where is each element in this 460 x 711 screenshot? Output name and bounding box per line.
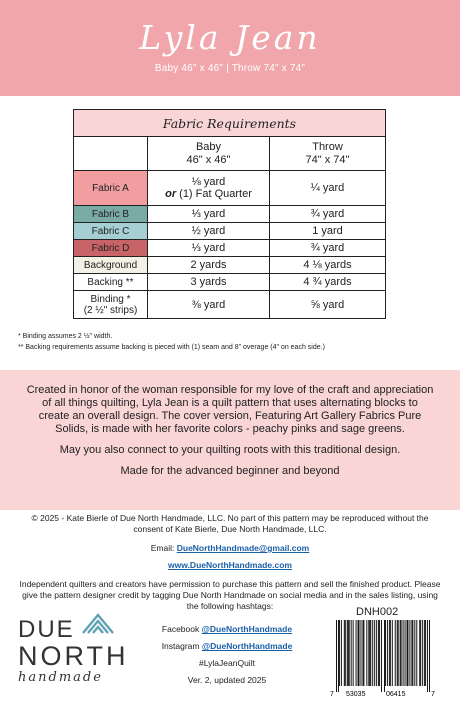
baby-amount: ½ yard [148,223,270,240]
logo-word-due: DUE [18,616,75,643]
barcode-bar [403,620,404,686]
due-north-logo [18,611,130,695]
description-band [0,370,460,510]
hashtag: #LylaJeanQuilt [199,658,255,668]
fabric-label: Fabric D [74,240,148,257]
barcode-bar [348,620,349,686]
barcode-bar [407,620,408,686]
facebook-line: Facebook @DueNorthHandmade [161,624,293,634]
barcode-bar [351,620,352,686]
table-corner [74,137,148,171]
fabric-label: Backing ** [74,274,148,291]
throw-amount: ¼ yard [270,171,386,206]
baby-amount: ⅓ yard [148,240,270,257]
barcode-bar [353,620,354,686]
barcode-bar [336,620,337,692]
pattern-title: Lyla Jean [139,18,321,57]
table-footnotes [18,331,448,353]
barcode-bar [401,620,402,686]
barcode-bar [420,620,421,686]
baby-amount: ⅛ yard or (1) Fat Quarter [148,171,270,206]
fabric-label: Background [74,257,148,274]
barcode-bar [347,620,348,686]
barcode-bar [422,620,423,686]
barcode-bar [389,620,390,686]
barcode-bar [379,620,380,686]
fabric-label: Fabric B [74,206,148,223]
table-row [74,171,386,206]
barcode-bar [407,620,408,686]
barcode-bar [398,620,399,686]
barcode-bar [339,620,340,686]
barcode-digit: 53035 [346,691,366,698]
mountain-icon [81,611,115,640]
barcode-bar [409,620,410,686]
barcode-bar [425,620,426,686]
barcode-bar [345,620,346,686]
barcode-bar [341,620,342,686]
barcode-bar [384,620,385,692]
barcode-bar [395,620,396,686]
backing-note: ** Backing requirements assume backing is pieced with (1) seam and 8" overage (4" on each side.) [18,344,325,351]
barcode-bar [349,620,350,686]
barcode-bar [405,620,406,686]
barcode-bar [400,620,401,686]
permission-text: Independent quilters and creators have permission to purchase this pattern and sell the finished product. Please give the pattern designer credit by tagging Due North Handmade on social media and in the sales listing, using the following hashtags: [19,579,441,611]
facebook-link[interactable]: @DueNorthHandmade [201,624,293,634]
barcode-bar [411,620,412,686]
website-line [0,560,460,571]
barcode-bar [392,620,393,686]
product-code: DNH002 [356,606,399,618]
email-link[interactable]: DueNorthHandmade@gmail.com [176,543,310,553]
baby-amount: 2 yards [148,257,270,274]
header-banner [0,0,460,96]
binding-note: * Binding assumes 2 ½" width. [18,333,113,340]
table-title: Fabric Requirements [74,110,386,137]
description-paragraph: Created in honor of the woman responsible for my love of the craft and appreciation of all things quilting, Lyla Jean is a quilt pattern that uses alternating blocks to create an overall design. The cover version, Featuring Art Gallery Fabrics Pure Solids, is made with her favorite colors - peachy pinks and sage greens. [26,384,434,435]
description-paragraph: Made for the advanced beginner and beyond [120,465,340,477]
fabric-requirements-table [73,109,386,319]
description-paragraph: May you also connect to your quilting roots with this traditional design. [59,444,401,456]
barcode-bar [381,620,382,692]
barcode-bar [429,620,430,692]
baby-amount: ⅓ yard [148,206,270,223]
email-line: Email: DueNorthHandmade@gmail.com [150,543,310,553]
barcode-bar [416,620,417,686]
footer [0,513,460,612]
logo-word-north: NORTH [18,641,129,671]
barcode-digit: 7 [330,691,334,698]
barcode-digit: 06415 [386,691,406,698]
barcode-bar [387,620,388,686]
barcode-bar [412,620,413,686]
barcode-bar [358,620,359,686]
barcode-bar [414,620,415,686]
barcode-bar [385,620,386,686]
barcode-bar [424,620,425,686]
barcode-bar [370,620,371,686]
table-row [74,206,386,223]
barcode-bar [369,620,370,686]
barcode-bar [356,620,357,686]
fabric-label: Binding * (2 ½" strips) [74,291,148,319]
throw-amount: ¾ yard [270,240,386,257]
barcode-bar [362,620,363,686]
throw-amount: ⅝ yard [270,291,386,319]
barcode-bar [360,620,361,686]
barcode-bar [372,620,373,686]
website-link[interactable]: www.DueNorthHandmade.com [168,560,292,570]
table-row [74,274,386,291]
barcode-bar [419,620,420,686]
barcode-digit: 7 [431,691,435,698]
throw-amount: 1 yard [270,223,386,240]
social-block [143,624,311,692]
barcode-bar [374,620,375,686]
barcode-bar [338,620,339,692]
throw-amount: 4 ⅛ yards [270,257,386,274]
barcode-bar [390,620,391,686]
instagram-link[interactable]: @DueNorthHandmade [201,641,293,651]
table-row [74,223,386,240]
table-row [74,291,386,319]
barcode-bar [376,620,377,686]
barcode-bar [368,620,369,686]
table-row [74,240,386,257]
barcode-bar [366,620,367,686]
copyright-text: © 2025 - Kate Bierle of Due North Handmade, LLC. No part of this pattern may be reproduced without the consent of Kate Bierle, Due North Handmade, LLC. [31,513,429,534]
throw-amount: 4 ¾ yards [270,274,386,291]
barcode-bar [359,620,360,686]
barcode-bar [344,620,345,686]
col-header-baby: Baby 46" x 46" [148,137,270,171]
logo-word-handmade: handmade [18,670,103,685]
throw-amount: ¾ yard [270,206,386,223]
table-row [74,257,386,274]
col-header-throw: Throw 74" x 74" [270,137,386,171]
pattern-sizes: Baby 46" x 46" | Throw 74" x 74" [154,63,306,74]
baby-amount: 3 yards [148,274,270,291]
barcode-bar [427,620,428,692]
upc-barcode [328,620,438,698]
barcode-bar [397,620,398,686]
fabric-label: Fabric A [74,171,148,206]
version-text: Ver. 2, updated 2025 [187,675,267,685]
baby-amount: ⅜ yard [148,291,270,319]
barcode-bar [378,620,379,686]
barcode-bar [363,620,364,686]
instagram-line: Instagram @DueNorthHandmade [161,641,293,651]
fabric-label: Fabric C [74,223,148,240]
